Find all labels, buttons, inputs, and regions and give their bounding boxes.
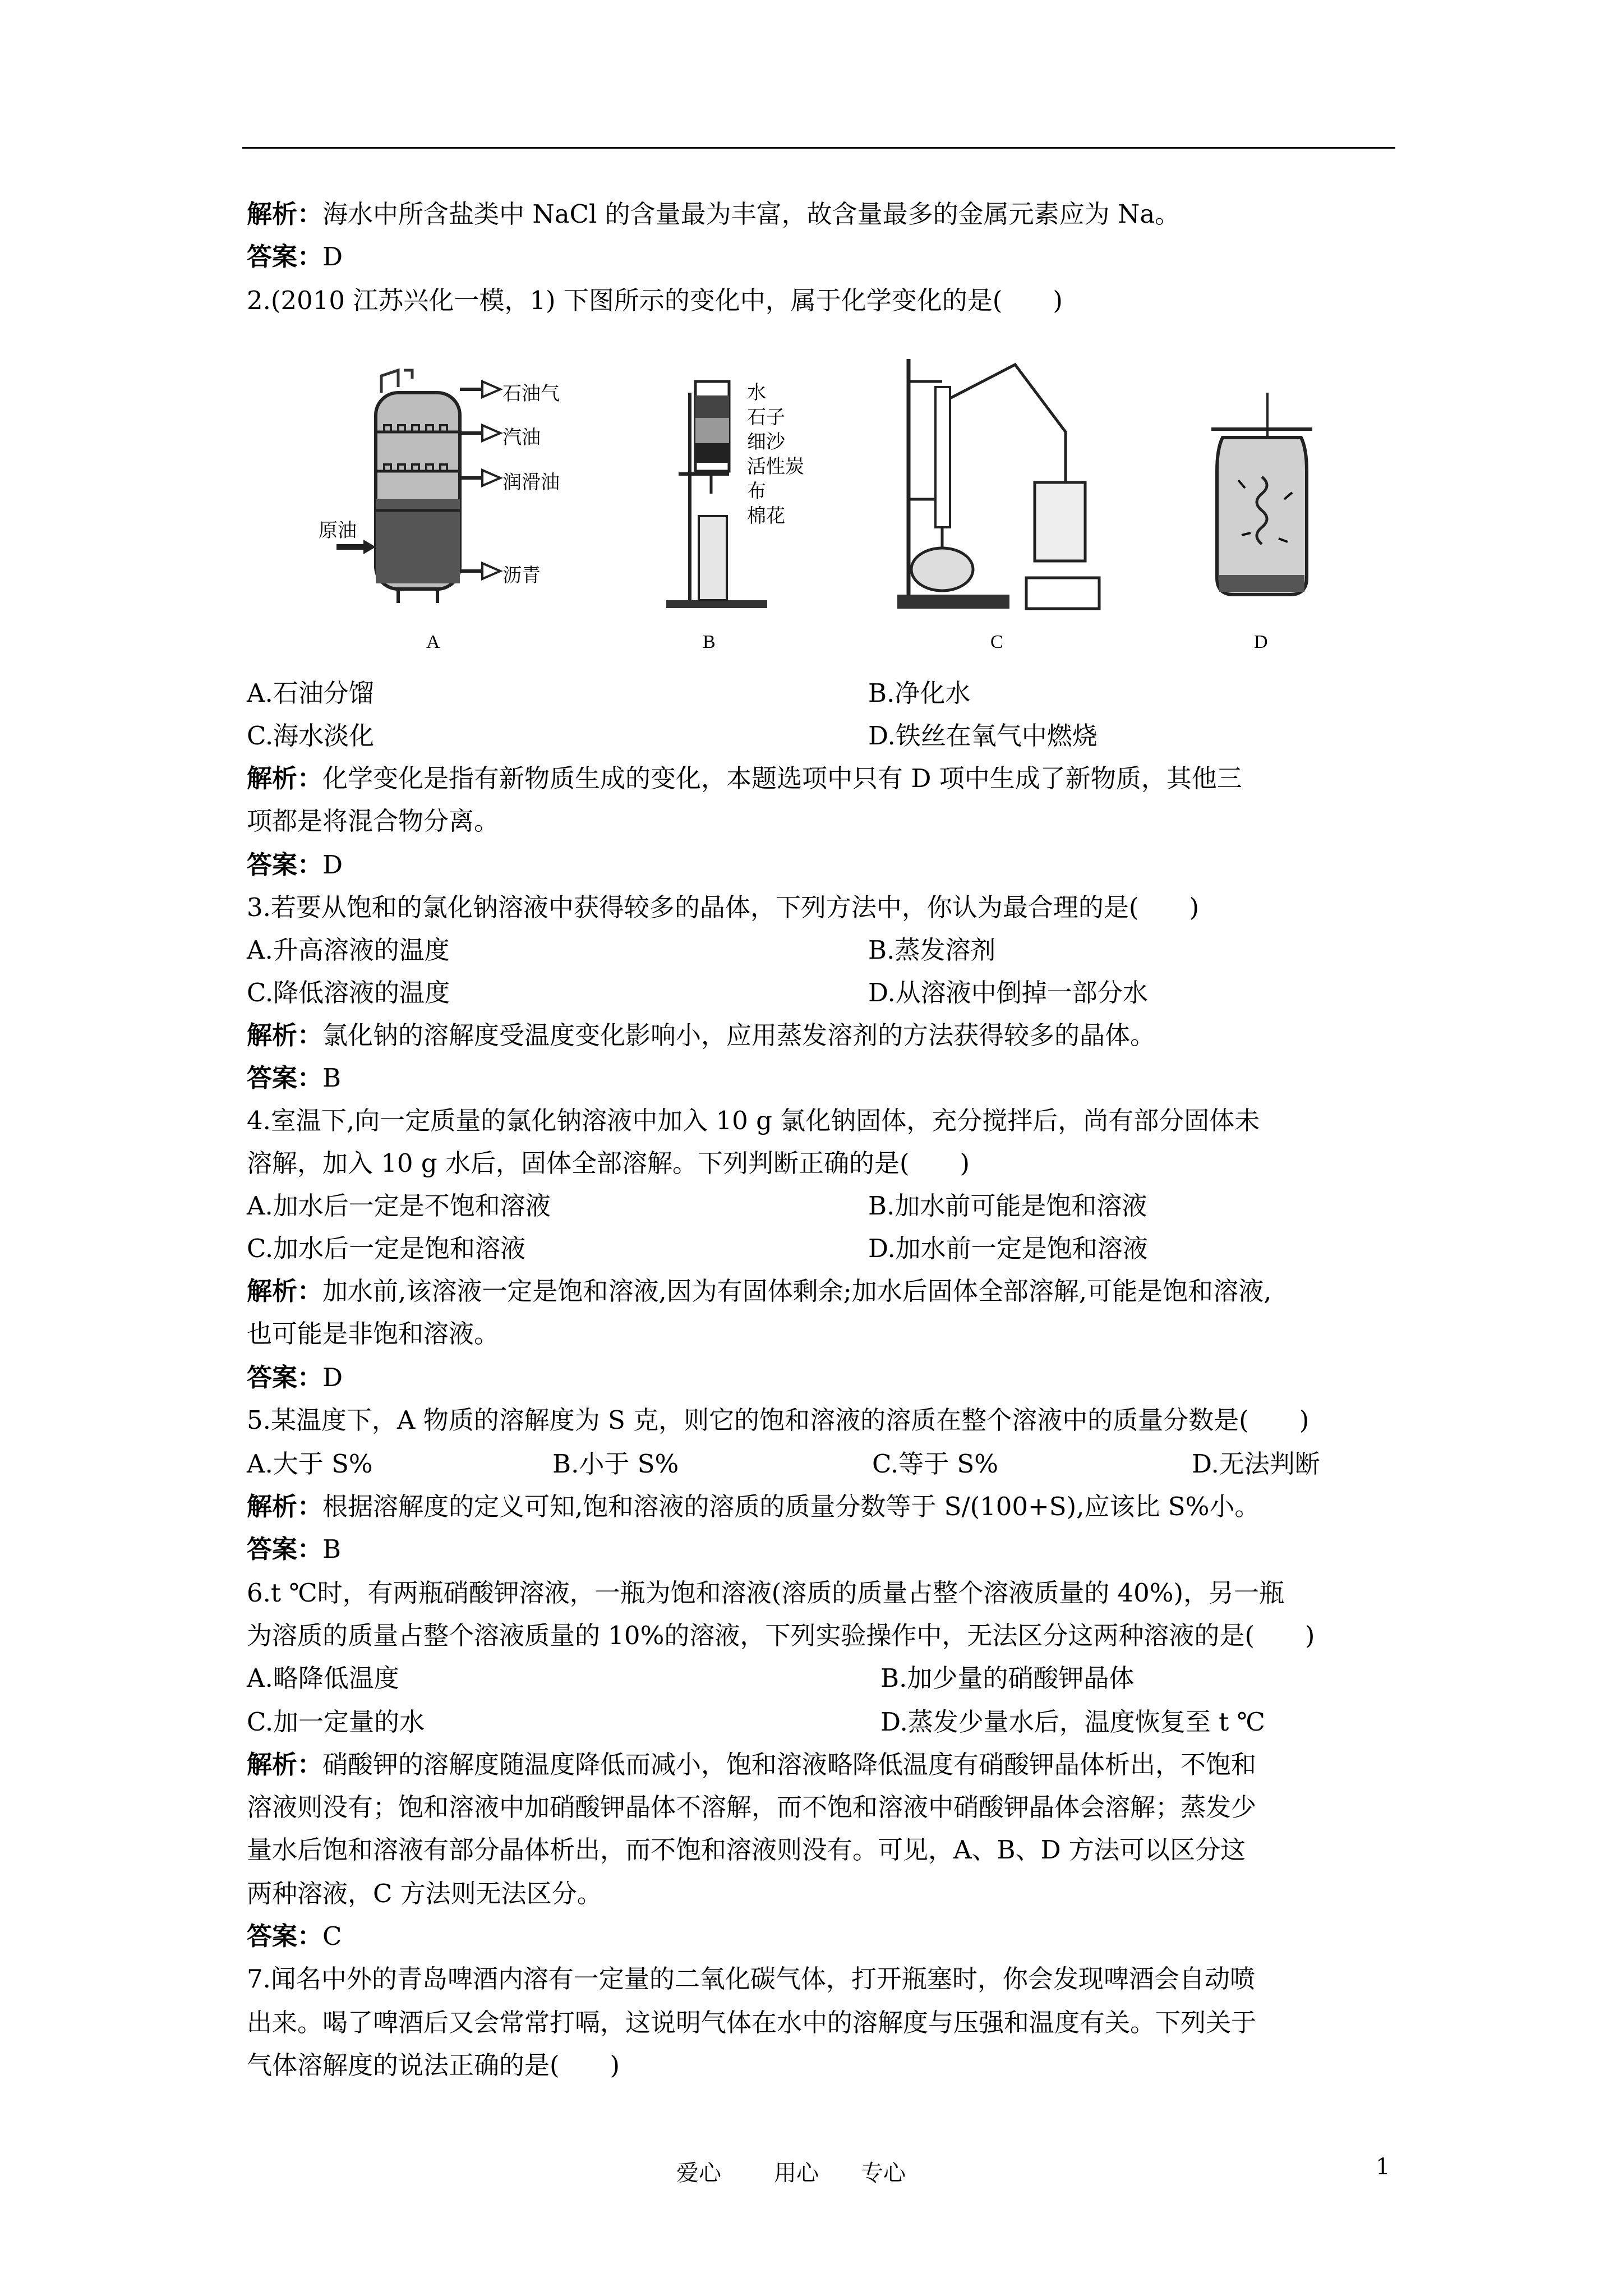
footer-text-3: 专心 [861,2160,906,2186]
q4-stem-line-2: 溶解，加入 10 g 水后，固体全部溶解。下列判断正确的是( ) [247,1148,970,1178]
q6-explanation-line-3: 量水后饱和溶液有部分晶体析出，而不饱和溶液则没有。可见，A、B、D 方法可以区分这 [247,1835,1246,1865]
figure-c-distillation-apparatus [892,348,1116,617]
figure-b-label-stone: 石子 [747,407,785,428]
q6-option-a: A.略降低温度 [247,1663,399,1693]
q6-stem-line-1: 6.t ℃时，有两瓶硝酸钾溶液，一瓶为饱和溶液(溶质的质量占整个溶液质量的 40%)，另一瓶 [247,1578,1285,1608]
q4-option-d: D.加水前一定是饱和溶液 [868,1234,1148,1263]
figure-b-label-water: 水 [747,383,766,403]
figure-caption-a: A [426,632,440,652]
q6-explanation-line-1: 解析：硝酸钾的溶解度随温度降低而减小，饱和溶液略降低温度有硝酸钾晶体析出，不饱和 [247,1750,1257,1779]
header-rule [242,147,1395,149]
q5-option-c: C.等于 S% [872,1449,999,1479]
page-number: 1 [1376,2154,1390,2180]
q4-explanation-line-2: 也可能是非饱和溶液。 [247,1319,500,1349]
q7-stem-line-2: 出来。喝了啤酒后又会常常打嗝，这说明气体在水中的溶解度与压强和温度有关。下列关于 [247,2008,1257,2037]
q4-option-a: A.加水后一定是不饱和溶液 [247,1191,551,1221]
figure-a-label-gas: 石油气 [502,384,560,404]
q4-explanation-line-1: 解析：加水前,该溶液一定是饱和溶液,因为有固体剩余;加水后固体全部溶解,可能是饱和溶液, [247,1276,1272,1306]
q3-option-a: A.升高溶液的温度 [247,935,450,965]
figure-b-label-cotton: 棉花 [747,506,785,527]
q7-stem-line-3: 气体溶解度的说法正确的是( ) [247,2050,620,2080]
q5-option-d: D.无法判断 [1192,1449,1320,1479]
figure-a-label-gasoline: 汽油 [502,427,541,448]
q2-answer: 答案：D [247,850,343,880]
q3-option-c: C.降低溶液的温度 [247,978,450,1007]
figure-a-label-crude-oil: 原油 [319,521,357,541]
figure-b-label-sand: 细沙 [747,432,785,453]
q3-option-b: B.蒸发溶剂 [868,935,996,965]
q2-option-b: B.净化水 [868,678,971,708]
q5-stem: 5.某温度下，A 物质的溶解度为 S 克，则它的饱和溶液的溶质在整个溶液中的质量分数是( ) [247,1405,1310,1435]
q6-option-d: D.蒸发少量水后，温度恢复至 t ℃ [880,1707,1265,1737]
figure-caption-d: D [1254,632,1268,652]
q2-option-d: D.铁丝在氧气中燃烧 [868,721,1098,751]
q1-answer: 答案：D [247,242,343,272]
figure-a-distillation-column [314,359,606,606]
figure-b-water-purifier [645,370,813,611]
q1-explanation: 解析：海水中所含盐类中 NaCl 的含量最为丰富，故含量最多的金属元素应为 Na。 [247,199,1181,229]
figure-caption-b: B [703,632,716,652]
q6-answer: 答案：C [247,1921,342,1951]
q2-stem: 2.(2010 江苏兴化一模，1) 下图所示的变化中，属于化学变化的是( ) [247,286,1063,315]
figure-a-label-lubricant: 润滑油 [502,472,560,493]
footer-text-1: 爱心 [676,2160,721,2186]
q5-option-a: A.大于 S% [247,1449,373,1479]
q3-answer: 答案：B [247,1063,342,1093]
q3-option-d: D.从溶液中倒掉一部分水 [868,978,1148,1007]
q6-option-c: C.加一定量的水 [247,1707,425,1737]
q6-stem-line-2: 为溶质的质量占整个溶液质量的 10%的溶液，下列实验操作中，无法区分这两种溶液的是( ) [247,1621,1315,1650]
figure-a-label-asphalt: 沥青 [502,565,541,586]
figure-caption-c: C [990,632,1003,652]
q4-answer: 答案：D [247,1363,343,1392]
q4-stem-line-1: 4.室温下,向一定质量的氯化钠溶液中加入 10 g 氯化钠固体，充分搅拌后，尚有部分固体未 [247,1106,1260,1135]
q7-stem-line-1: 7.闻名中外的青岛啤酒内溶有一定量的二氧化碳气体，打开瓶塞时，你会发现啤酒会自动喷 [247,1964,1255,1994]
q5-option-b: B.小于 S% [552,1449,679,1479]
q2-option-c: C.海水淡化 [247,721,375,751]
q3-explanation: 解析：氯化钠的溶解度受温度变化影响小，应用蒸发溶剂的方法获得较多的晶体。 [247,1020,1156,1050]
figure-d-iron-burning-jar [1200,387,1324,600]
footer-text-2: 用心 [774,2160,819,2186]
q6-option-b: B.加少量的硝酸钾晶体 [880,1663,1135,1693]
q5-explanation: 解析：根据溶解度的定义可知,饱和溶液的溶质的质量分数等于 S/(100+S),应该比 S%小。 [247,1492,1260,1521]
q6-explanation-line-2: 溶液则没有；饱和溶液中加硝酸钾晶体不溶解，而不饱和溶液中硝酸钾晶体会溶解；蒸发少 [247,1792,1257,1822]
q6-explanation-line-4: 两种溶液，C 方法则无法区分。 [247,1879,602,1908]
q4-option-b: B.加水前可能是饱和溶液 [868,1191,1147,1221]
q2-explanation-line-1: 解析：化学变化是指有新物质生成的变化，本题选项中只有 D 项中生成了新物质，其他三 [247,763,1242,793]
figure-b-label-cloth: 布 [747,481,766,502]
figure-b-label-carbon: 活性炭 [747,457,804,477]
q2-option-a: A.石油分馏 [247,678,374,708]
q3-stem: 3.若要从饱和的氯化钠溶液中获得较多的晶体，下列方法中，你认为最合理的是( ) [247,892,1200,922]
q4-option-c: C.加水后一定是饱和溶液 [247,1234,526,1263]
q5-answer: 答案：B [247,1534,342,1564]
q2-explanation-line-2: 项都是将混合物分离。 [247,806,500,836]
